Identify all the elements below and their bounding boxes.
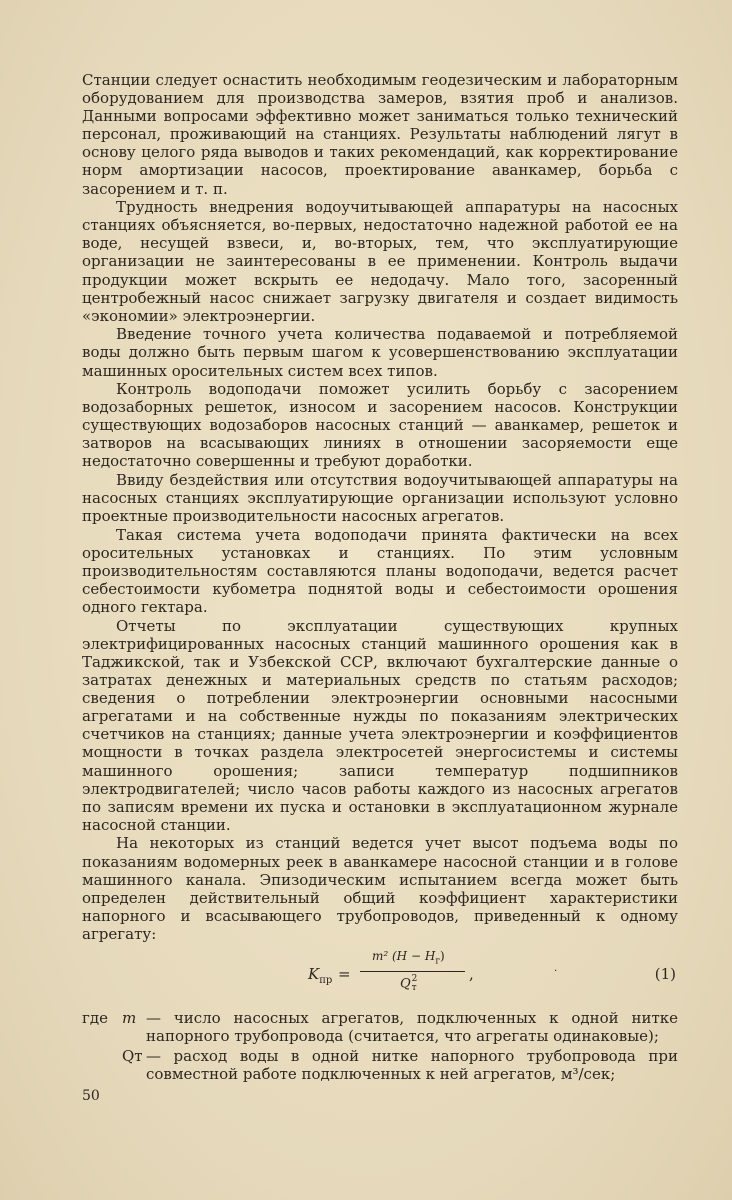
paragraph-3: Введение точного учета количества подаваемой и потребляемой воды должно быть первым шагом к усовершенствованию эксплуатации машинных оросительных систем всех типов. — [82, 325, 678, 380]
formula-numerator: m² $(H - H_г)$ — [372, 949, 445, 967]
definition-text: — расход воды в одной нитке напорного трубопровода при совместной работе подключенных к ней агрегатов, м³/сек; — [146, 1047, 678, 1084]
definition-text: — число насосных агрегатов, подключенных к одной нитке напорного трубопровода (считается, что агрегаты одинаковые); — [146, 1009, 678, 1046]
definition-q — [82, 1047, 678, 1083]
definition-symbol: m — [122, 1009, 137, 1027]
formula-denominator: Q 2 т — [400, 974, 418, 993]
formula-equals: = — [338, 965, 351, 983]
paragraph-5: Ввиду бездействия или отсутствия водоучитывающей аппаратуры на насосных станциях эксплуатирующие организации используют условно проектные производительности насосных агрегатов. — [82, 471, 678, 526]
where-label: где — [82, 1009, 108, 1027]
formula-dot: · — [554, 966, 558, 977]
formula-comma: , — [469, 965, 474, 983]
body-text — [82, 71, 678, 1085]
equation-number: (1) — [654, 965, 676, 983]
formula-lhs: $K_{пр}$ — [308, 965, 333, 986]
definitions — [82, 1009, 678, 1083]
paragraph-2: Трудность внедрения водоучитывающей аппаратуры на насосных станциях объясняется, во-первых, недостаточно надежной работой ее на воде, несущей взвеси, и, во-вторых, тем, что эксплуатирующие организации не заинтересованы в ее применении. Контроль выдачи продукции может вскрыть ее недодачу. Мало того, засоренный центробежный насос снижает загрузку двигателя и создает видимость «экономии» электроэнергии. — [82, 198, 678, 325]
fraction-bar — [360, 971, 465, 972]
formula-1 — [82, 945, 678, 1003]
definition-m — [82, 1009, 678, 1045]
page-number: 50 — [82, 1088, 100, 1104]
paragraph-6: Такая система учета водоподачи принята фактически на всех оросительных установках и станциях. По этим условным производительностям составляются планы водоподачи, ведется расчет себестоимости кубометра поднятой воды и себестоимости орошения одного гектара. — [82, 525, 678, 617]
definition-symbol: Qт — [122, 1047, 143, 1066]
paragraph-4: Контроль водоподачи поможет усилить борьбу с засорением водозаборных решеток, износом и засорением насосов. Конструкции существующих водозаборов насосных станций — аванкамер, решеток и затворов на всасывающих линиях в отношении засоряемости еще недостаточно совершенны и требуют доработки. — [82, 380, 678, 471]
paragraph-7: Отчеты по эксплуатации существующих крупных электрифицированных насосных станций машинного орошения как в Таджикской, так и Узбекской ССР, включают бухгалтерские данные о затратах денежных и материальных средств по статьям расходов; сведения о потреблении электроэнергии основными насосными агрегатами и на собственные нужды по показаниям электрических счетчиков на станциях; данные учета электроэнергии и коэффициентов мощности в точках раздела электросетей энергосистемы и системы машинного орошения; записи температур подшипников электродвигателей; число часов работы каждого из насосных агрегатов по записям времени их пуска и остановки в эксплуатационном журнале насосной станции. — [82, 616, 678, 834]
paragraph-8: На некоторых из станций ведется учет высот подъема воды по показаниям водомерных реек в аванкамере насосной станции и в голове машинного канала. Эпизодическим испытанием всегда может быть определен действительный общий коэффициент характеристики напорного и всасывающего трубопроводов, приведенный к одному агрегату: — [82, 834, 678, 943]
paragraph-1: Станции следует оснастить необходимым геодезическим и лабораторным оборудованием для производства замеров, взятия проб и анализов. Данными вопросами эффективно может заниматься только технический персонал, проживающий на станциях. Результаты наблюдений лягут в основу целого ряда выводов и таких рекомендаций, как корректирование норм амортизации насосов, проектирование аванкамер, борьба с засорением и т. п. — [82, 71, 678, 198]
